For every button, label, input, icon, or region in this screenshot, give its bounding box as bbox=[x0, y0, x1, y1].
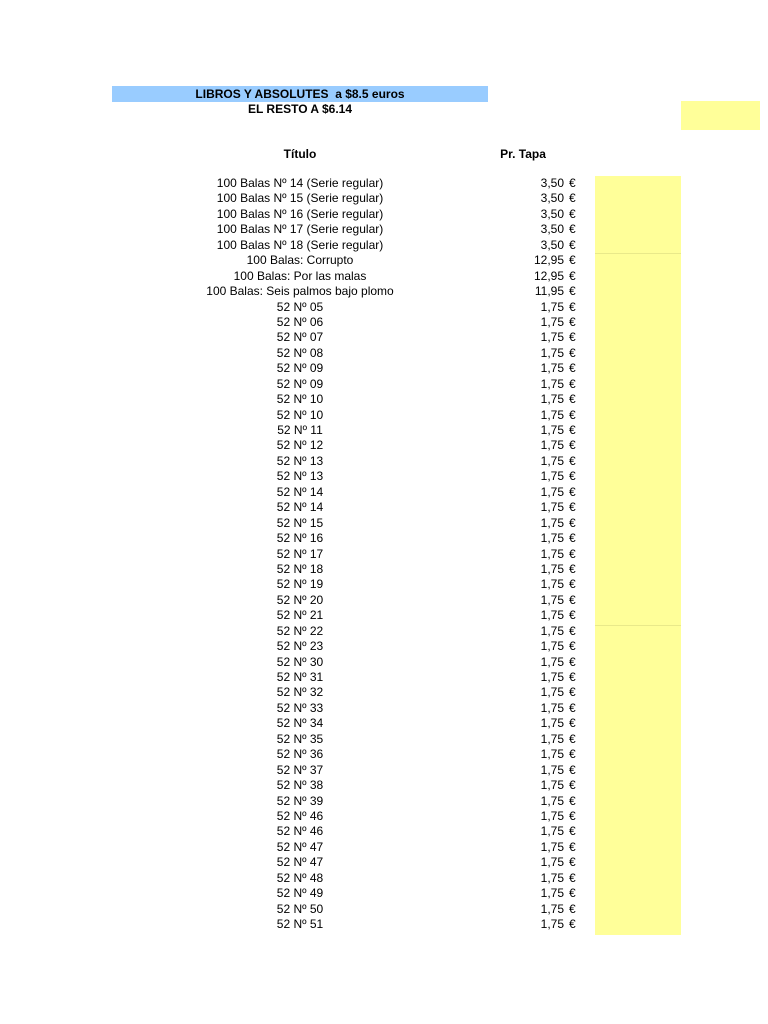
table-row bbox=[0, 917, 768, 932]
row-price: 1,75 bbox=[540, 901, 564, 916]
row-price: 1,75 bbox=[540, 716, 564, 731]
row-title: 52 Nº 32 bbox=[276, 685, 324, 700]
row-price: 3,50 bbox=[540, 176, 564, 190]
row-currency: € bbox=[569, 855, 576, 870]
row-title: 52 Nº 18 bbox=[276, 561, 324, 576]
table-row bbox=[0, 547, 768, 562]
table-row bbox=[0, 824, 768, 839]
row-currency: € bbox=[569, 407, 576, 422]
row-currency: € bbox=[569, 531, 576, 546]
row-title: 52 Nº 47 bbox=[276, 839, 324, 854]
table-row bbox=[0, 423, 768, 438]
row-title: 52 Nº 06 bbox=[276, 314, 324, 329]
table-row bbox=[0, 902, 768, 917]
row-currency: € bbox=[569, 500, 576, 515]
row-title: 100 Balas Nº 16 (Serie regular) bbox=[216, 206, 384, 221]
row-title: 100 Balas Nº 15 (Serie regular) bbox=[216, 191, 384, 206]
row-currency: € bbox=[569, 901, 576, 916]
row-price: 1,75 bbox=[540, 608, 564, 623]
row-price: 1,75 bbox=[540, 407, 564, 422]
row-title: 52 Nº 51 bbox=[276, 917, 324, 931]
row-title: 52 Nº 09 bbox=[276, 361, 324, 376]
row-currency: € bbox=[569, 824, 576, 839]
row-price: 1,75 bbox=[540, 515, 564, 530]
row-currency: € bbox=[569, 361, 576, 376]
table-row bbox=[0, 716, 768, 731]
row-currency: € bbox=[569, 654, 576, 669]
table-row bbox=[0, 408, 768, 423]
table-row bbox=[0, 886, 768, 901]
table-row bbox=[0, 392, 768, 407]
row-price: 12,95 bbox=[533, 253, 564, 268]
row-price: 3,50 bbox=[540, 222, 564, 237]
row-price: 1,75 bbox=[540, 592, 564, 607]
row-title: 52 Nº 11 bbox=[277, 423, 323, 437]
row-title: 52 Nº 30 bbox=[276, 654, 324, 669]
row-price: 1,75 bbox=[540, 469, 564, 484]
table-row bbox=[0, 855, 768, 870]
table-row bbox=[0, 778, 768, 793]
row-price: 1,75 bbox=[540, 577, 564, 592]
highlight-cell bbox=[681, 101, 760, 130]
table-row bbox=[0, 238, 768, 253]
row-price: 1,75 bbox=[540, 731, 564, 746]
row-currency: € bbox=[569, 237, 576, 252]
row-currency: € bbox=[569, 376, 576, 391]
row-price: 1,75 bbox=[540, 299, 564, 314]
row-title: 100 Balas Nº 18 (Serie regular) bbox=[216, 237, 384, 252]
row-title: 52 Nº 08 bbox=[276, 345, 324, 360]
row-title: 52 Nº 15 bbox=[276, 515, 324, 530]
table-row bbox=[0, 794, 768, 809]
table-row bbox=[0, 500, 768, 515]
row-price: 1,75 bbox=[540, 886, 564, 901]
row-price: 11,95 bbox=[534, 284, 564, 299]
row-title: 52 Nº 31 bbox=[276, 670, 324, 684]
row-price: 1,75 bbox=[540, 870, 564, 885]
table-row bbox=[0, 438, 768, 453]
row-title: 52 Nº 10 bbox=[276, 392, 324, 407]
table-row bbox=[0, 222, 768, 237]
row-title: 52 Nº 34 bbox=[276, 716, 324, 731]
row-price: 1,75 bbox=[540, 917, 564, 931]
row-currency: € bbox=[569, 268, 576, 283]
row-title: 100 Balas: Por las malas bbox=[233, 268, 367, 283]
row-title: 52 Nº 20 bbox=[276, 592, 324, 607]
table-row bbox=[0, 469, 768, 484]
row-currency: € bbox=[569, 700, 576, 715]
row-price: 1,75 bbox=[540, 361, 564, 376]
row-currency: € bbox=[569, 561, 576, 576]
row-price: 3,50 bbox=[540, 237, 564, 252]
row-currency: € bbox=[569, 253, 576, 268]
row-price: 1,75 bbox=[540, 855, 564, 870]
row-currency: € bbox=[569, 484, 576, 499]
table-row bbox=[0, 485, 768, 500]
row-price: 1,75 bbox=[540, 685, 564, 700]
row-currency: € bbox=[569, 392, 576, 407]
row-title: 52 Nº 39 bbox=[276, 793, 324, 808]
row-title: 52 Nº 48 bbox=[276, 870, 324, 885]
row-title: 52 Nº 38 bbox=[276, 778, 324, 793]
row-currency: € bbox=[569, 623, 576, 638]
row-title: 52 Nº 23 bbox=[276, 639, 324, 654]
table-row bbox=[0, 454, 768, 469]
row-currency: € bbox=[569, 685, 576, 700]
row-currency: € bbox=[569, 716, 576, 731]
row-title: 100 Balas Nº 17 (Serie regular) bbox=[216, 222, 384, 237]
row-price: 1,75 bbox=[540, 778, 564, 793]
row-title: 52 Nº 22 bbox=[276, 623, 324, 638]
row-title: 52 Nº 16 bbox=[276, 531, 324, 546]
row-currency: € bbox=[569, 608, 576, 623]
table-row bbox=[0, 315, 768, 330]
row-price: 1,75 bbox=[540, 423, 564, 437]
row-title: 52 Nº 50 bbox=[276, 901, 324, 916]
row-currency: € bbox=[569, 747, 576, 762]
row-price: 1,75 bbox=[540, 345, 564, 360]
table-row bbox=[0, 191, 768, 206]
row-price: 1,75 bbox=[540, 438, 564, 453]
table-row bbox=[0, 747, 768, 762]
row-currency: € bbox=[569, 639, 576, 654]
row-title: 52 Nº 46 bbox=[276, 808, 324, 823]
table-row bbox=[0, 871, 768, 886]
row-currency: € bbox=[569, 839, 576, 854]
row-title: 100 Balas Nº 14 (Serie regular) bbox=[216, 176, 384, 190]
table-row bbox=[0, 562, 768, 577]
row-currency: € bbox=[569, 870, 576, 885]
row-price: 1,75 bbox=[540, 623, 564, 638]
column-header-title: Título bbox=[283, 147, 317, 161]
page-subtitle: EL RESTO A $6.14 bbox=[247, 102, 353, 116]
table-row bbox=[0, 577, 768, 592]
row-title: 52 Nº 46 bbox=[276, 824, 324, 839]
table-row bbox=[0, 670, 768, 685]
table-row bbox=[0, 608, 768, 623]
row-currency: € bbox=[569, 314, 576, 329]
table-row bbox=[0, 701, 768, 716]
row-title: 100 Balas: Seis palmos bajo plomo bbox=[206, 284, 394, 299]
row-currency: € bbox=[569, 222, 576, 237]
table-row bbox=[0, 763, 768, 778]
table-row bbox=[0, 516, 768, 531]
row-currency: € bbox=[569, 453, 576, 468]
row-currency: € bbox=[569, 793, 576, 808]
row-title: 52 Nº 10 bbox=[276, 407, 324, 422]
row-currency: € bbox=[569, 176, 576, 190]
row-currency: € bbox=[569, 670, 576, 684]
row-currency: € bbox=[569, 515, 576, 530]
row-currency: € bbox=[569, 592, 576, 607]
table-row bbox=[0, 176, 768, 191]
row-title: 52 Nº 19 bbox=[276, 577, 324, 592]
table-row bbox=[0, 330, 768, 345]
row-price: 1,75 bbox=[540, 670, 564, 684]
row-price: 1,75 bbox=[540, 561, 564, 576]
row-title: 52 Nº 49 bbox=[276, 886, 324, 901]
row-title: 52 Nº 14 bbox=[276, 484, 324, 499]
row-currency: € bbox=[569, 731, 576, 746]
table-row bbox=[0, 346, 768, 361]
row-currency: € bbox=[569, 546, 576, 561]
table-row bbox=[0, 361, 768, 376]
row-price: 1,75 bbox=[540, 839, 564, 854]
row-title: 52 Nº 37 bbox=[276, 762, 324, 777]
row-title: 52 Nº 36 bbox=[276, 747, 324, 762]
row-currency: € bbox=[569, 191, 576, 206]
row-currency: € bbox=[569, 423, 576, 437]
table-row bbox=[0, 655, 768, 670]
row-title: 52 Nº 09 bbox=[276, 376, 324, 391]
row-title: 52 Nº 13 bbox=[276, 469, 324, 484]
table-row bbox=[0, 639, 768, 654]
row-title: 52 Nº 12 bbox=[276, 438, 324, 453]
page-title: LIBROS Y ABSOLUTES a $8.5 euros bbox=[195, 87, 405, 101]
table-row bbox=[0, 284, 768, 299]
row-price: 3,50 bbox=[540, 206, 564, 221]
row-title: 52 Nº 14 bbox=[276, 500, 324, 515]
row-price: 1,75 bbox=[540, 330, 564, 345]
row-price: 1,75 bbox=[540, 762, 564, 777]
row-price: 1,75 bbox=[540, 531, 564, 546]
price-list bbox=[0, 176, 768, 932]
table-row bbox=[0, 624, 768, 639]
row-currency: € bbox=[569, 886, 576, 901]
row-price: 1,75 bbox=[540, 824, 564, 839]
table-row bbox=[0, 840, 768, 855]
row-currency: € bbox=[569, 345, 576, 360]
row-currency: € bbox=[569, 469, 576, 484]
table-row bbox=[0, 531, 768, 546]
row-title: 100 Balas: Corrupto bbox=[246, 253, 354, 268]
table-row bbox=[0, 377, 768, 392]
row-price: 1,75 bbox=[540, 500, 564, 515]
row-currency: € bbox=[569, 299, 576, 314]
column-header-price: Pr. Tapa bbox=[500, 147, 546, 161]
row-currency: € bbox=[569, 778, 576, 793]
table-row bbox=[0, 253, 768, 268]
row-title: 52 Nº 33 bbox=[276, 700, 324, 715]
row-price: 1,75 bbox=[540, 314, 564, 329]
row-currency: € bbox=[569, 206, 576, 221]
row-price: 1,75 bbox=[540, 376, 564, 391]
row-currency: € bbox=[569, 438, 576, 453]
row-price: 1,75 bbox=[540, 392, 564, 407]
row-currency: € bbox=[569, 808, 576, 823]
table-row bbox=[0, 593, 768, 608]
row-currency: € bbox=[569, 917, 576, 931]
row-title: 52 Nº 07 bbox=[276, 330, 324, 345]
table-row bbox=[0, 732, 768, 747]
row-price: 1,75 bbox=[540, 747, 564, 762]
row-price: 1,75 bbox=[540, 453, 564, 468]
row-price: 1,75 bbox=[540, 484, 564, 499]
row-currency: € bbox=[569, 330, 576, 345]
row-title: 52 Nº 05 bbox=[276, 299, 324, 314]
table-row bbox=[0, 300, 768, 315]
row-currency: € bbox=[569, 762, 576, 777]
row-price: 12,95 bbox=[533, 268, 564, 283]
row-title: 52 Nº 47 bbox=[276, 855, 324, 870]
row-title: 52 Nº 35 bbox=[276, 731, 324, 746]
row-price: 3,50 bbox=[540, 191, 564, 206]
row-price: 1,75 bbox=[540, 639, 564, 654]
row-title: 52 Nº 21 bbox=[276, 608, 324, 623]
row-currency: € bbox=[569, 577, 576, 592]
row-title: 52 Nº 13 bbox=[276, 453, 324, 468]
row-currency: € bbox=[569, 284, 576, 299]
table-row bbox=[0, 207, 768, 222]
table-row bbox=[0, 685, 768, 700]
row-price: 1,75 bbox=[540, 793, 564, 808]
row-price: 1,75 bbox=[540, 700, 564, 715]
row-price: 1,75 bbox=[540, 654, 564, 669]
row-title: 52 Nº 17 bbox=[276, 546, 324, 561]
row-price: 1,75 bbox=[540, 546, 564, 561]
table-row bbox=[0, 809, 768, 824]
table-row bbox=[0, 269, 768, 284]
row-price: 1,75 bbox=[540, 808, 564, 823]
